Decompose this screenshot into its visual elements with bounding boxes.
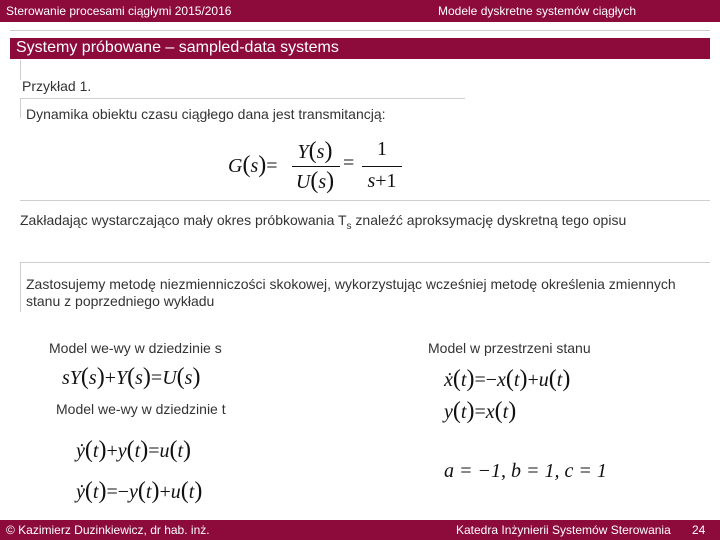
- model-state-label: Model w przestrzeni stanu: [428, 340, 591, 356]
- structure-line: [20, 262, 710, 263]
- course-title: Sterowanie procesami ciągłymi 2015/2016: [6, 4, 232, 18]
- assumption-text: Zakładając wystarczająco mały okres próbkowania $T_s$ znaleźć aproksymację dyskretną tego opisu: [20, 212, 627, 232]
- model-s-label: Model we-wy w dziedzinie s: [49, 340, 222, 356]
- structure-line: [20, 60, 21, 80]
- output-equation: y(t)=x(t): [444, 398, 517, 424]
- structure-line: [20, 98, 21, 118]
- parameter-values: a = −1, b = 1, c = 1: [444, 460, 607, 482]
- lecture-title: Modele dyskretne systemów ciągłych: [438, 4, 637, 18]
- footer-department: Katedra Inżynierii Systemów Sterowania: [456, 523, 671, 537]
- example-label: Przykład 1.: [22, 78, 92, 94]
- page-number: 24: [692, 523, 706, 537]
- t-domain-equation-2: ẏ(t)=−y(t)+u(t): [76, 478, 203, 504]
- top-header-bar: [0, 0, 720, 22]
- slide-title: Systemy próbowane – sampled-data systems: [16, 39, 339, 56]
- method-text: Zastosujemy metodę niezmienniczości skokowej, wykorzystując wcześniej metodę określenia zmiennych stanu z poprzedniego wykładu: [26, 276, 676, 309]
- structure-line: [20, 262, 21, 312]
- slide-title-bar: [10, 38, 710, 59]
- top-divider: [10, 30, 710, 31]
- state-equation: ẋ(t)=−x(t)+u(t): [444, 366, 571, 392]
- t-domain-equation-1: ẏ(t)+y(t)=u(t): [76, 437, 192, 463]
- intro-text: Dynamika obiektu czasu ciągłego dana jest transmitancją:: [26, 106, 386, 122]
- model-t-label: Model we-wy w dziedzinie t: [56, 401, 226, 417]
- footer-bar: [0, 520, 720, 540]
- s-domain-equation: sY(s)+Y(s)=U(s): [62, 364, 201, 390]
- structure-line: [20, 98, 465, 99]
- structure-line: [20, 200, 710, 201]
- footer-author: © Kazimierz Duzinkiewicz, dr hab. inż.: [6, 523, 210, 537]
